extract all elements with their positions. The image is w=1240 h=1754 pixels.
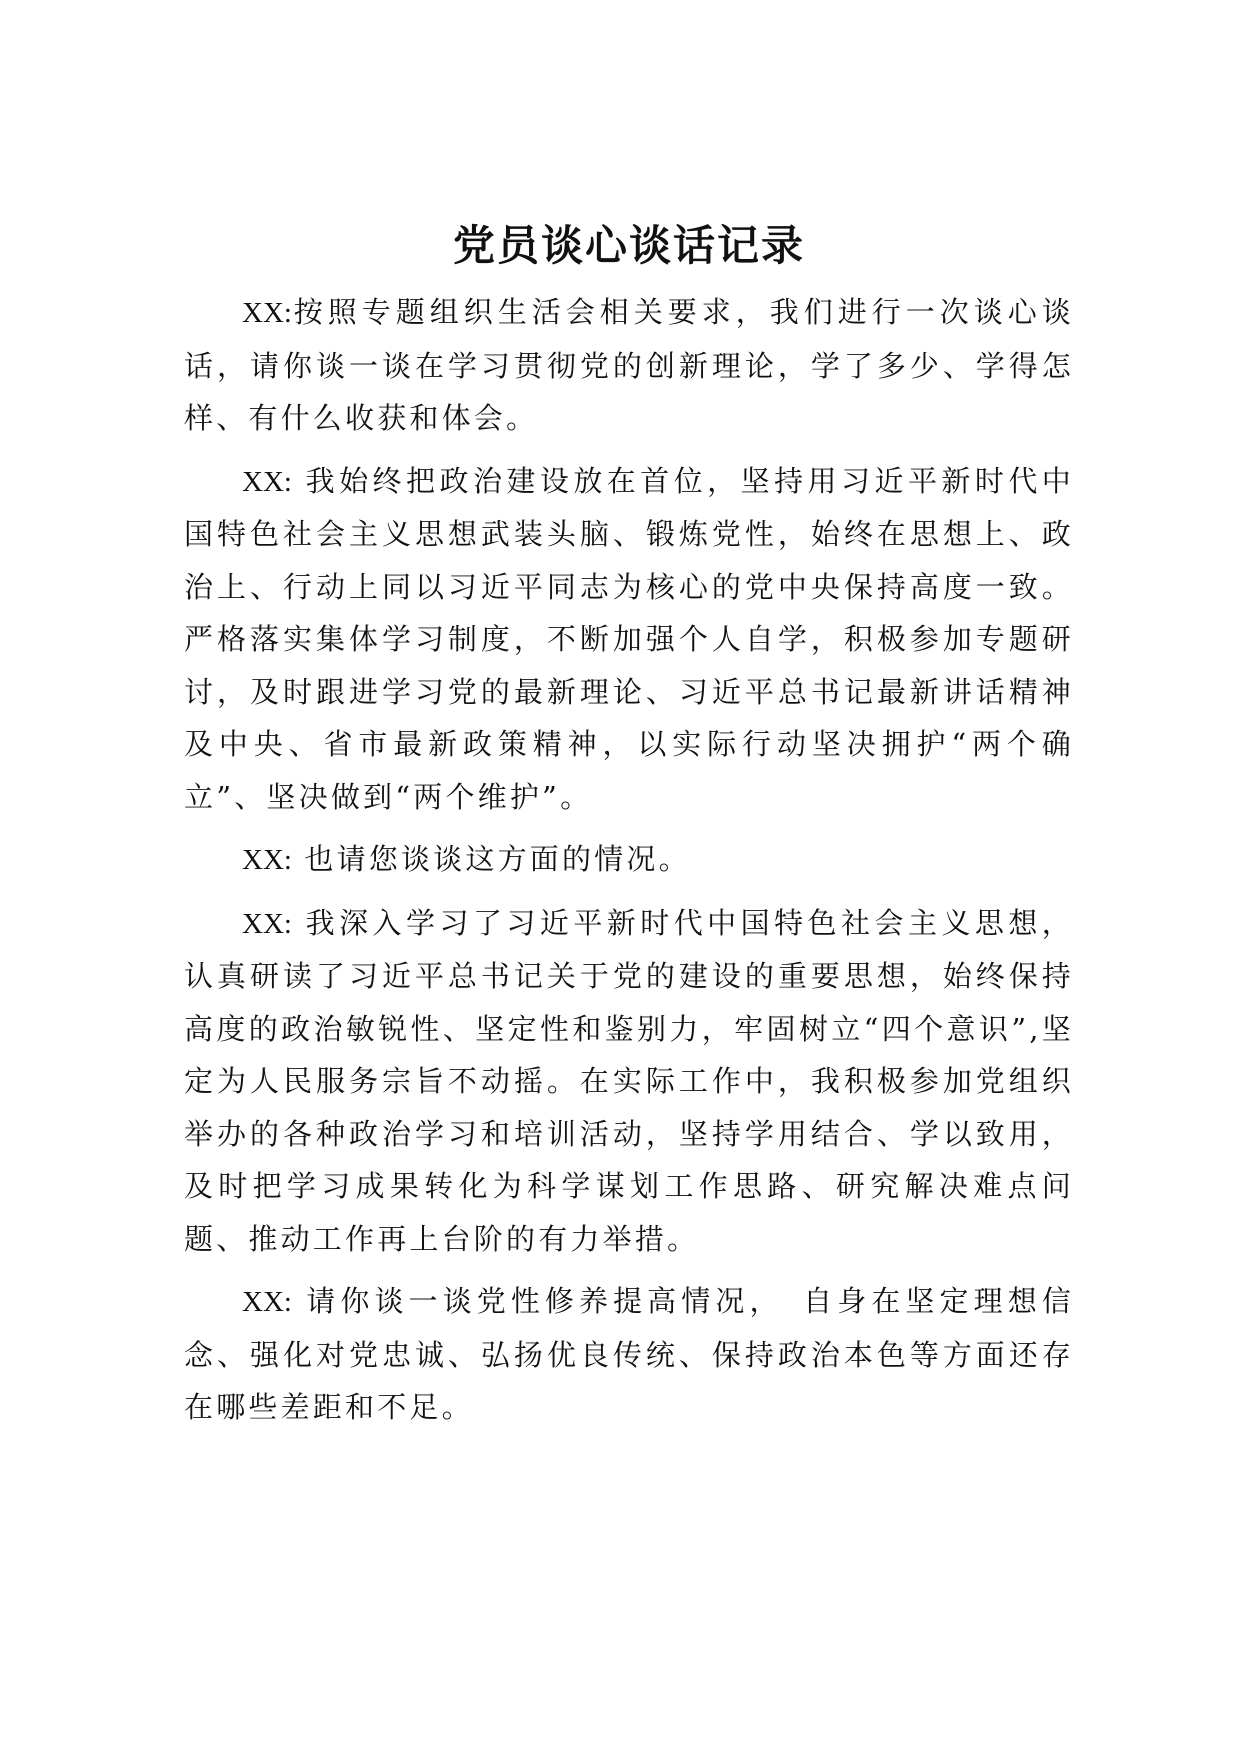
document-body	[184, 218, 1074, 1444]
paragraph-text: 我始终把政治建设放在首位，坚持用习近平新时代中国特色社会主义思想武装头脑、锻炼党性，始终在思想上、政治上、行动上同以习近平同志为核心的党中央保持高度一致。严格落实集体学习制度，不断加强个人自学，积极参加专题研讨，及时跟进学习党的最新理论、习近平总书记最新讲话精神及中央、省市最新政策精神，以实际行动坚决拥护“两个确立”、坚决做到“两个维护”。	[184, 463, 1074, 814]
paragraph-text: 我深入学习了习近平新时代中国特色社会主义思想，认真研读了习近平总书记关于党的建设的重要思想，始终保持高度的政治敏锐性、坚定性和鉴别力，牢固树立“四个意识”,坚定为人民服务宗旨不动摇。在实际工作中，我积极参加党组织举办的各种政治学习和培训活动，坚持学用结合、学以致用，及时把学习成果转化为科学谋划工作思路、研究解决难点问题、推动工作再上台阶的有力举措。	[184, 905, 1074, 1256]
paragraph-5	[184, 1275, 1074, 1434]
speaker-label: XX:	[242, 297, 292, 329]
paragraph-4	[184, 897, 1074, 1266]
speaker-label: XX:	[242, 907, 292, 940]
paragraph-1	[184, 286, 1074, 445]
paragraph-text: 也请您谈谈这方面的情况。	[291, 842, 691, 876]
speaker-label: XX:	[242, 844, 292, 876]
document-title: 党员谈心谈话记录	[452, 221, 805, 270]
paragraph-text: 按照专题组织生活会相关要求，我们进行一次谈心谈话，请你谈一谈在学习贯彻党的创新理论，学了多少、学得怎样、有什么收获和体会。	[184, 295, 1074, 435]
paragraph-text: 请你谈一谈党性修养提高情况， 自身在坚定理想信念、强化对党忠诚、弘扬优良传统、保持政治本色等方面还存在哪些差距和不足。	[184, 1284, 1074, 1424]
speaker-label: XX:	[242, 1286, 292, 1318]
paragraph-2	[184, 455, 1074, 824]
speaker-label: XX:	[242, 465, 292, 498]
paragraph-3	[184, 833, 1074, 887]
